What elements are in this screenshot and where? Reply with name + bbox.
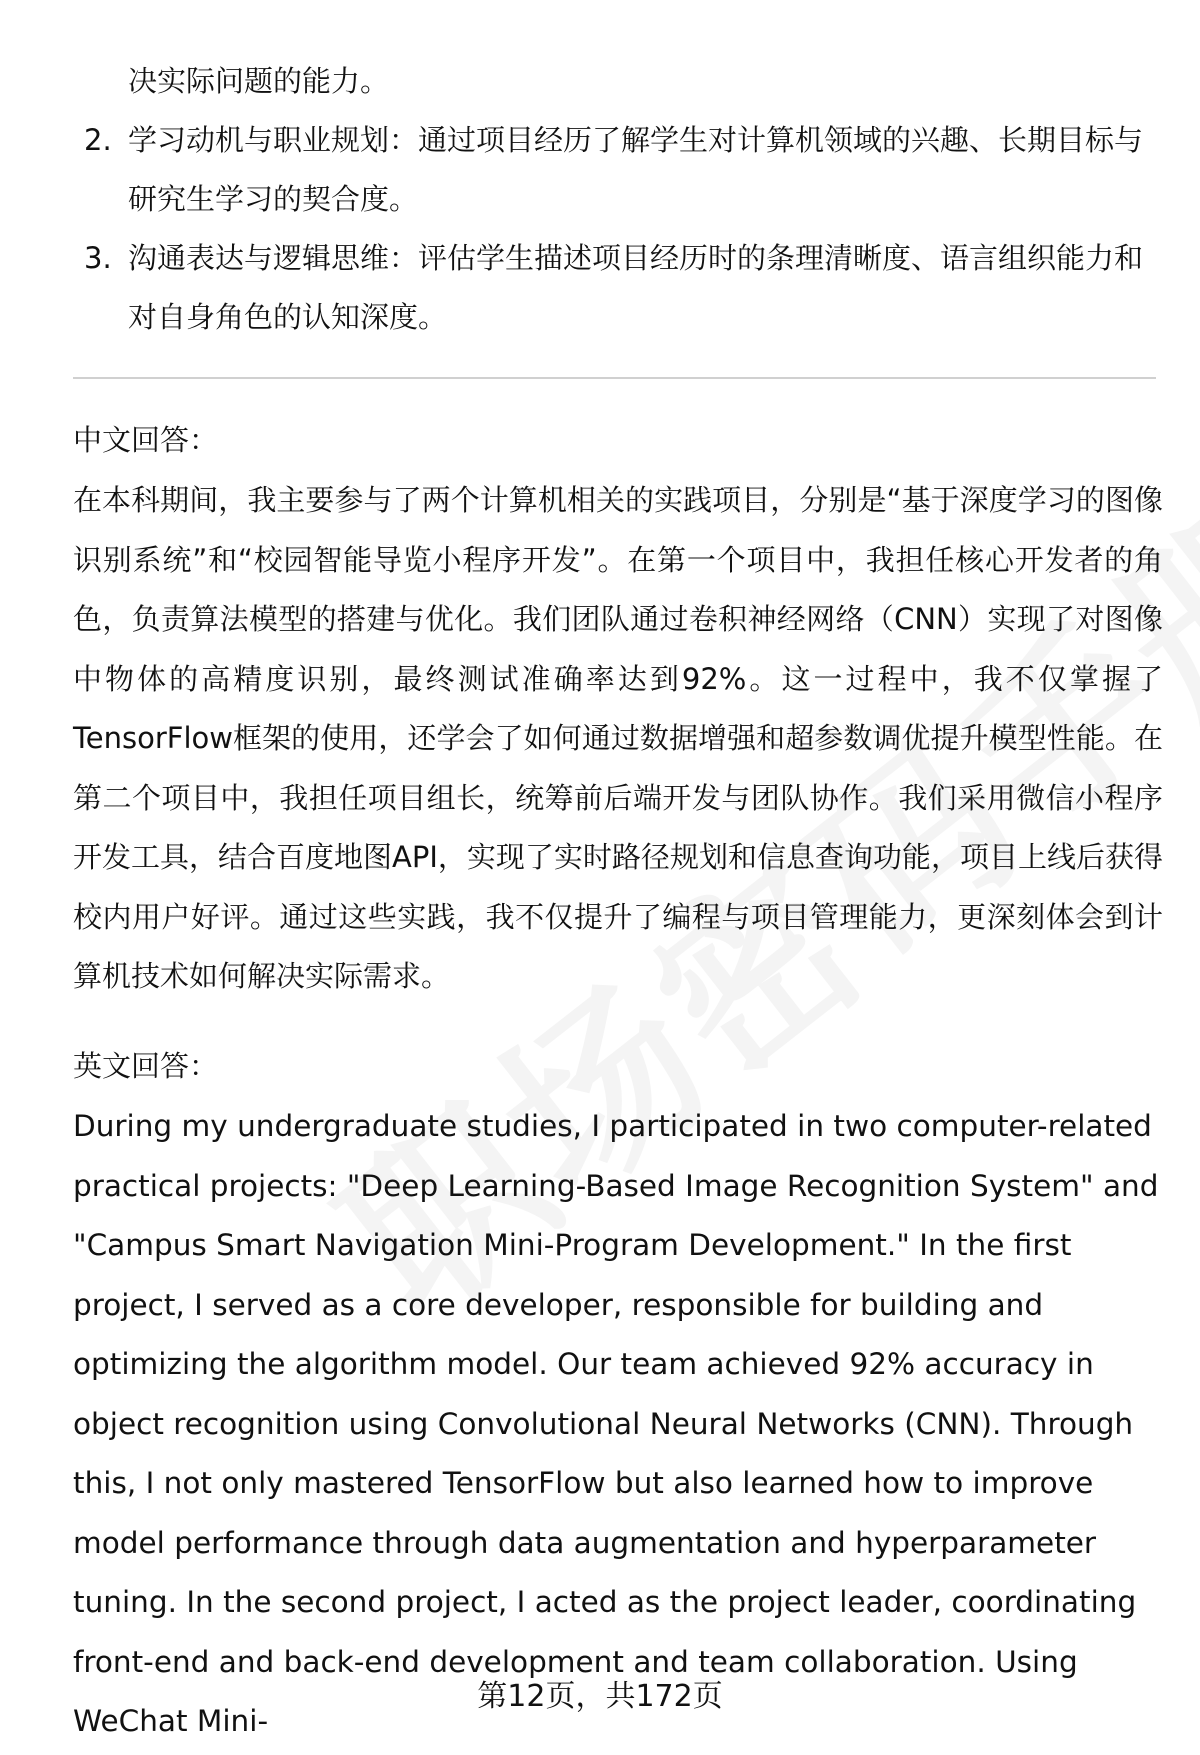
list-item-number: 2. [84, 123, 112, 157]
evaluation-list [74, 52, 1144, 347]
english-answer-text: During my undergraduate studies, I participated in two computer-related practical projects: "Deep Learning-Based Image Recognition System" and "Campus Smart Navigation Mini-Program Development." In the first project, I served as a core developer, responsible for building and optimizing the algorithm model. Our team achieved 92% accuracy in object recognition using Convolutional Neural Networks (CNN). Through this, I not only mastered TensorFlow but also learned how to improve model performance through data augmentation and hyperparameter tuning. In the second project, I acted as the project leader, coordinating front-end and back-end development and team collaboration. Using WeChat Mini- [73, 1109, 1159, 1738]
chinese-answer-text: 在本科期间，我主要参与了两个计算机相关的实践项目，分别是“基于深度学习的图像识别系统”和“校园智能导览小程序开发”。在第一个项目中，我担任核心开发者的角色，负责算法模型的搭建与优化。我们团队通过卷积神经网络（CNN）实现了对图像中物体的高精度识别，最终测试准确率达到92%。这一过程中，我不仅掌握了TensorFlow框架的使用，还学会了如何通过数据增强和超参数调优提升模型性能。在第二个项目中，我担任项目组长，统筹前后端开发与团队协作。我们采用微信小程序开发工具，结合百度地图API，实现了实时路径规划和信息查询功能，项目上线后获得校内用户好评。通过这些实践，我不仅提升了编程与项目管理能力，更深刻体会到计算机技术如何解决实际需求。 [73, 483, 1163, 993]
list-item-number: 3. [84, 241, 112, 275]
list-item [74, 111, 1144, 229]
section-divider [73, 377, 1156, 379]
english-answer-label: 英文回答： [73, 1049, 219, 1083]
page-number: 第12页，共172页 [477, 1679, 723, 1714]
list-item [74, 52, 1144, 111]
list-item-text: 决实际问题的能力。 [128, 64, 390, 98]
list-item-text: 学习动机与职业规划：通过项目经历了解学生对计算机领域的兴趣、长期目标与研究生学习的契合度。 [128, 123, 1144, 216]
list-item-text: 沟通表达与逻辑思维：评估学生描述项目经历时的条理清晰度、语言组织能力和对自身角色的认知深度。 [128, 241, 1144, 334]
list-item [74, 229, 1144, 347]
chinese-answer-label: 中文回答： [73, 423, 219, 457]
